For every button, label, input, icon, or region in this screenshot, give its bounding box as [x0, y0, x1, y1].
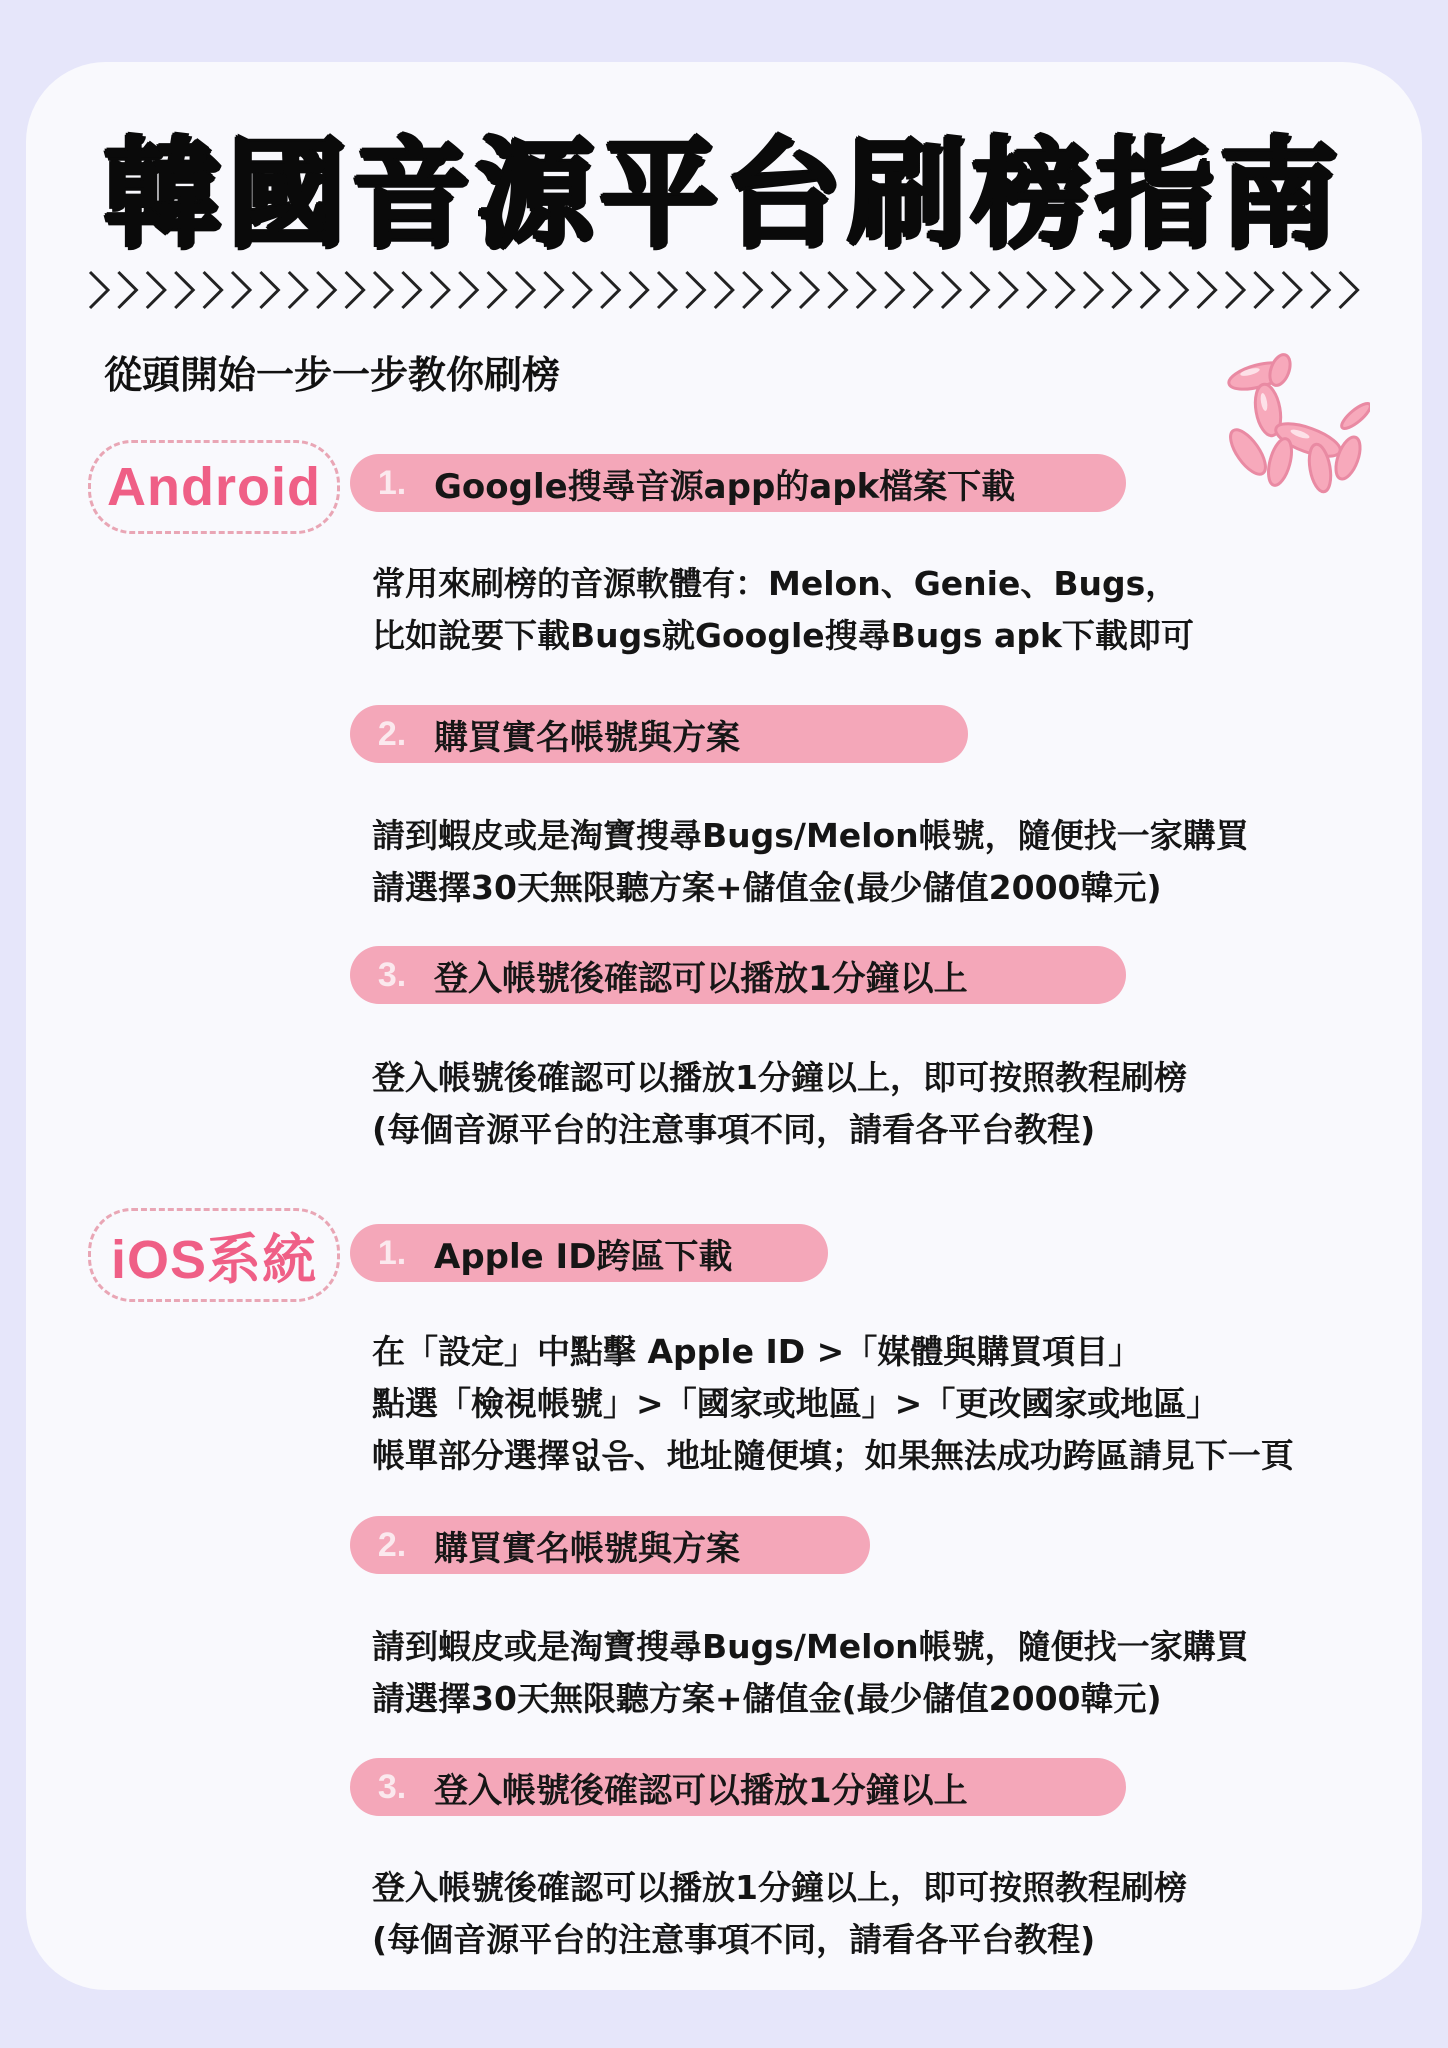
chevron-mark [914, 272, 932, 308]
chevron-mark [715, 272, 733, 308]
page-subtitle: 從頭開始一步一步教你刷榜 [104, 353, 561, 397]
chevron-mark [1311, 272, 1329, 308]
chevron-mark [772, 272, 790, 308]
step-number: 1. [377, 1233, 407, 1272]
chevron-mark [1112, 272, 1130, 308]
step-number: 2. [377, 1525, 407, 1564]
balloon-dog-icon [1200, 340, 1370, 500]
chevron-mark [232, 272, 250, 308]
double-chevron-divider-icon [84, 262, 1364, 318]
chevron-mark [885, 272, 903, 308]
chevron-mark [374, 272, 392, 308]
step-description [372, 1621, 1249, 1725]
chevron-mark [857, 272, 875, 308]
chevron-mark [743, 272, 761, 308]
chevron-mark [118, 272, 136, 308]
step-description [372, 1326, 1294, 1482]
chevron-mark [942, 272, 960, 308]
step-heading [350, 705, 968, 763]
chevron-mark [999, 272, 1017, 308]
step-title: 購買實名帳號與方案 [434, 1528, 740, 1569]
description-line: 在「設定」中點擊 Apple ID >「媒體與購買項目」 [372, 1332, 1142, 1371]
chevron-mark [1226, 272, 1244, 308]
chevron-mark [1283, 272, 1301, 308]
chevron-mark [147, 272, 165, 308]
step-heading [350, 946, 1126, 1004]
step-title: Apple ID跨區下載 [434, 1236, 733, 1277]
step-heading [350, 1516, 870, 1574]
chevron-mark [317, 272, 335, 308]
step-title: Google搜尋音源app的apk檔案下載 [434, 466, 1016, 507]
chevron-mark [1141, 272, 1159, 308]
chevron-mark [1056, 272, 1074, 308]
chevron-mark [1084, 272, 1102, 308]
description-line: 請選擇30天無限聽方案+儲值金(最少儲值2000韓元) [372, 868, 1162, 907]
chevron-mark [1169, 272, 1187, 308]
chevron-mark [402, 272, 420, 308]
chevron-mark [204, 272, 222, 308]
step-title: 購買實名帳號與方案 [434, 717, 740, 758]
step-number: 2. [377, 714, 407, 753]
description-line: 請到蝦皮或是淘寶搜尋Bugs/Melon帳號，隨便找一家購買 [372, 1627, 1249, 1666]
description-line: 登入帳號後確認可以播放1分鐘以上，即可按照教程刷榜 [372, 1058, 1187, 1097]
step-title: 登入帳號後確認可以播放1分鐘以上 [434, 958, 968, 999]
chevron-mark [1340, 272, 1358, 308]
step-heading [350, 1758, 1126, 1816]
step-description [372, 810, 1249, 914]
chevron-mark [289, 272, 307, 308]
step-description [372, 1052, 1187, 1156]
description-line: 請選擇30天無限聽方案+儲值金(最少儲值2000韓元) [372, 1679, 1162, 1718]
chevron-mark [573, 272, 591, 308]
chevron-mark [90, 272, 108, 308]
description-line: 帳單部分選擇없음、地址隨便填；如果無法成功跨區請見下一頁 [372, 1436, 1294, 1475]
chevron-mark [630, 272, 648, 308]
step-heading [350, 1224, 828, 1282]
chevron-mark [1198, 272, 1216, 308]
description-line: 常用來刷榜的音源軟體有：Melon、Genie、Bugs， [372, 564, 1179, 603]
chevron-mark [601, 272, 619, 308]
chevron-mark [1254, 272, 1272, 308]
step-title: 登入帳號後確認可以播放1分鐘以上 [434, 1770, 968, 1811]
chevron-mark [686, 272, 704, 308]
chevron-mark [1027, 272, 1045, 308]
chevron-mark [459, 272, 477, 308]
description-line: 比如說要下載Bugs就Google搜尋Bugs apk下載即可 [372, 616, 1194, 655]
chevron-mark [544, 272, 562, 308]
chevron-mark [431, 272, 449, 308]
chevron-mark [828, 272, 846, 308]
ios-label: iOS系統 [88, 1208, 340, 1302]
description-line: 點選「檢視帳號」>「國家或地區」>「更改國家或地區」 [372, 1384, 1220, 1423]
page-title: 韓國音源平台刷榜指南 [103, 126, 1344, 264]
step-heading [350, 454, 1126, 512]
chevron-mark [800, 272, 818, 308]
chevron-mark [260, 272, 278, 308]
chevron-mark [488, 272, 506, 308]
description-line: (每個音源平台的注意事項不同，請看各平台教程) [372, 1920, 1096, 1959]
step-number: 3. [377, 1767, 407, 1806]
step-description [372, 558, 1194, 662]
chevron-mark [658, 272, 676, 308]
chevron-mark [346, 272, 364, 308]
chevron-mark [516, 272, 534, 308]
step-number: 1. [377, 463, 407, 502]
description-line: 請到蝦皮或是淘寶搜尋Bugs/Melon帳號，隨便找一家購買 [372, 816, 1249, 855]
step-number: 3. [377, 955, 407, 994]
description-line: (每個音源平台的注意事項不同，請看各平台教程) [372, 1110, 1096, 1149]
chevron-mark [970, 272, 988, 308]
android-label: Android [88, 440, 340, 534]
description-line: 登入帳號後確認可以播放1分鐘以上，即可按照教程刷榜 [372, 1868, 1187, 1907]
chevron-mark [175, 272, 193, 308]
step-description [372, 1862, 1187, 1966]
